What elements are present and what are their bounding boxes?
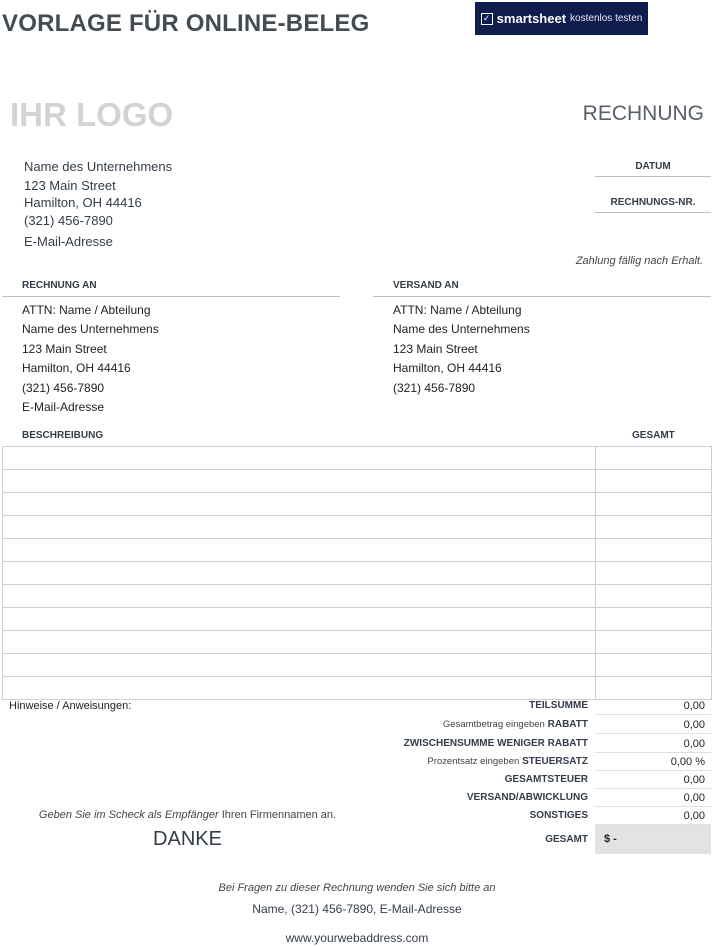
discount-row	[300, 716, 711, 734]
line-item-total-cell[interactable]	[596, 562, 712, 585]
other-value[interactable]: 0,00	[595, 807, 711, 825]
description-column-header: BESCHREIBUNG	[22, 430, 104, 441]
bill-to-address	[22, 301, 159, 417]
subtotal-less-discount-value[interactable]: 0,00	[595, 735, 711, 753]
line-item-row	[3, 562, 712, 585]
subtotal-less-discount-row	[300, 735, 711, 753]
line-item-row	[3, 608, 712, 631]
bill-to-line: Name des Unternehmens	[22, 322, 159, 337]
check-note-italic: Geben Sie im Scheck als Empfänger	[38, 809, 219, 821]
other-label: SONSTIGES	[529, 810, 588, 821]
check-payee-note	[0, 809, 375, 821]
checkmark-icon: ✓	[481, 13, 493, 25]
line-item-description-cell[interactable]	[3, 654, 596, 677]
total-tax-value[interactable]: 0,00	[595, 771, 711, 789]
line-item-row	[3, 539, 712, 562]
banner-cta: kostenlos testen	[570, 13, 643, 24]
total-tax-label: GESAMTSTEUER	[504, 774, 588, 785]
document-title: RECHNUNG	[582, 102, 704, 125]
thank-you: DANKE	[153, 828, 222, 850]
grand-total-value: $ -	[595, 825, 711, 854]
subtotal-less-discount-label: ZWISCHENSUMME WENIGER RABATT	[403, 738, 588, 749]
line-item-description-cell[interactable]	[3, 447, 596, 470]
line-item-description-cell[interactable]	[3, 493, 596, 516]
company-street: 123 Main Street	[24, 178, 116, 193]
subtotal-value[interactable]: 0,00	[595, 697, 711, 715]
line-item-description-cell[interactable]	[3, 631, 596, 654]
line-items-table	[2, 446, 712, 700]
line-item-total-cell[interactable]	[596, 631, 712, 654]
total-tax-row	[300, 771, 711, 789]
line-item-total-cell[interactable]	[596, 470, 712, 493]
ship-to-line: Name des Unternehmens	[393, 322, 530, 337]
line-item-description-cell[interactable]	[3, 608, 596, 631]
line-item-description-cell[interactable]	[3, 470, 596, 493]
line-item-description-cell[interactable]	[3, 539, 596, 562]
check-note-plain: Ihren Firmennamen an.	[218, 809, 337, 821]
line-item-row	[3, 631, 712, 654]
banner-brand: smartsheet	[496, 11, 567, 26]
line-item-total-cell[interactable]	[596, 585, 712, 608]
shipping-label: VERSAND/ABWICKLUNG	[466, 792, 588, 803]
tax-rate-label: STEUERSATZ	[522, 756, 588, 767]
line-item-row	[3, 654, 712, 677]
line-item-row	[3, 447, 712, 470]
subtotal-label: TEILSUMME	[529, 700, 588, 711]
bill-to-line: (321) 456-7890	[22, 380, 105, 395]
tax-rate-hint: Prozentsatz eingeben	[427, 756, 520, 767]
bill-to-heading: RECHNUNG AN	[2, 280, 340, 297]
total-column-header: GESAMT	[632, 430, 675, 441]
bill-to-line: Hamilton, OH 44416	[22, 361, 131, 376]
ship-to-line: 123 Main Street	[393, 341, 478, 356]
line-item-total-cell[interactable]	[596, 608, 712, 631]
line-item-description-cell[interactable]	[3, 585, 596, 608]
line-item-total-cell[interactable]	[596, 539, 712, 562]
shipping-value[interactable]: 0,00	[595, 789, 711, 807]
line-item-description-cell[interactable]	[3, 516, 596, 539]
subtotal-row	[300, 697, 711, 715]
bill-to-line: 123 Main Street	[22, 341, 107, 356]
invoice-number-label: RECHNUNGS-NR.	[595, 197, 711, 213]
footer-contact: Name, (321) 456-7890, E-Mail-Adresse	[252, 902, 462, 916]
bill-to-line: E-Mail-Adresse	[22, 400, 105, 415]
line-item-row	[3, 470, 712, 493]
discount-value[interactable]: 0,00	[595, 716, 711, 734]
notes-label: Hinweise / Anweisungen:	[9, 700, 132, 712]
footer-question: Bei Fragen zu dieser Rechnung wenden Sie sich bitte an	[218, 882, 496, 894]
line-item-description-cell[interactable]	[3, 562, 596, 585]
discount-label: RABATT	[547, 719, 588, 730]
page-title: VORLAGE FÜR ONLINE-BELEG	[2, 10, 370, 37]
line-item-row	[3, 585, 712, 608]
grand-total-label: GESAMT	[545, 834, 588, 845]
line-item-total-cell[interactable]	[596, 654, 712, 677]
line-item-total-cell[interactable]	[596, 516, 712, 539]
ship-to-line: Hamilton, OH 44416	[393, 361, 502, 376]
line-item-row	[3, 493, 712, 516]
shipping-row	[300, 789, 711, 807]
payment-terms: Zahlung fällig nach Erhalt.	[575, 255, 703, 267]
line-item-total-cell[interactable]	[596, 447, 712, 470]
logo-placeholder: IHR LOGO	[10, 96, 174, 133]
ship-to-line: (321) 456-7890	[393, 380, 476, 395]
date-label: DATUM	[595, 161, 711, 177]
smartsheet-banner[interactable]	[475, 2, 648, 35]
company-phone: (321) 456-7890	[24, 213, 113, 228]
footer-website[interactable]: www.yourwebaddress.com	[285, 931, 429, 945]
company-email: E-Mail-Adresse	[24, 234, 113, 249]
line-item-row	[3, 516, 712, 539]
bill-to-line: ATTN: Name / Abteilung	[22, 303, 151, 317]
tax-rate-value[interactable]: 0,00 %	[595, 753, 711, 771]
ship-to-heading: VERSAND AN	[373, 280, 711, 297]
company-name: Name des Unternehmens	[24, 159, 173, 174]
company-city: Hamilton, OH 44416	[24, 195, 142, 210]
ship-to-line: ATTN: Name / Abteilung	[393, 303, 522, 317]
line-item-total-cell[interactable]	[596, 493, 712, 516]
tax-rate-row	[300, 753, 711, 771]
ship-to-address	[393, 301, 530, 398]
discount-hint: Gesamtbetrag eingeben	[442, 719, 545, 730]
